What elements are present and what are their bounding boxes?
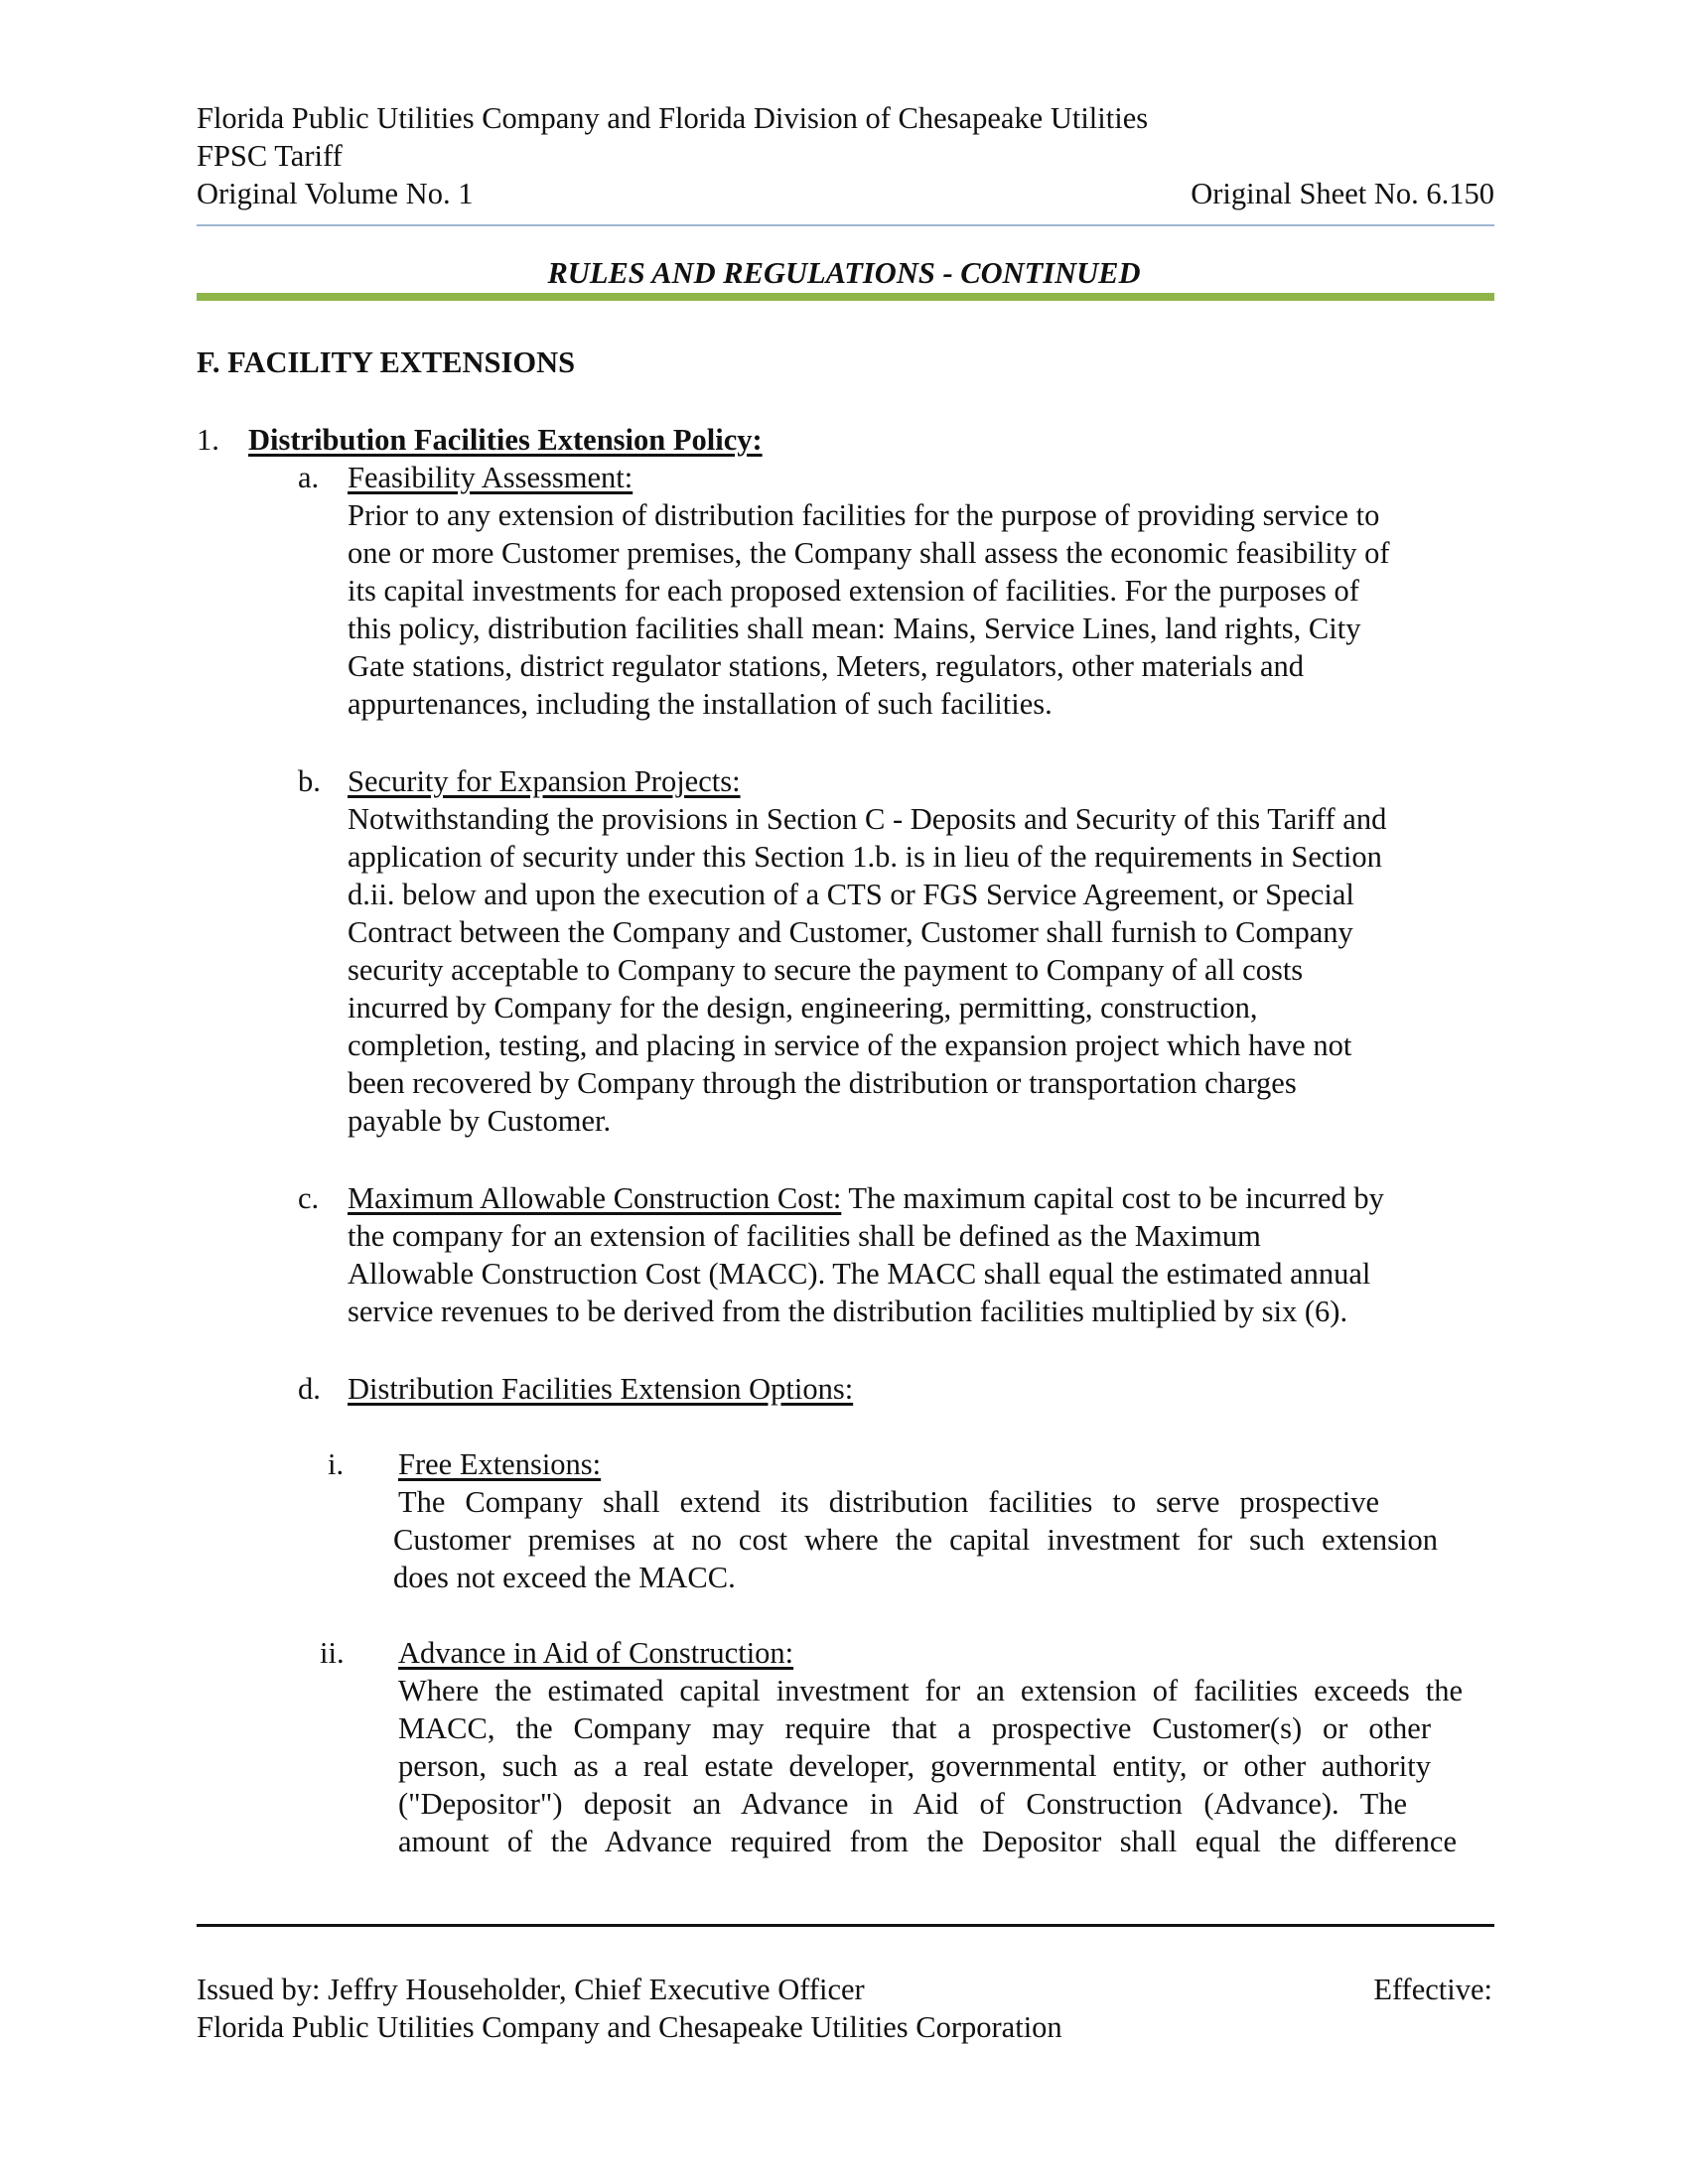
item-a-line: this policy, distribution facilities shall mean: Mains, Service Lines, land rights, City bbox=[348, 612, 1361, 645]
item-d-ii-title: Advance in Aid of Construction: bbox=[398, 1636, 794, 1670]
item-c-line: the company for an extension of facilities shall be defined as the Maximum bbox=[348, 1219, 1261, 1253]
item-b-line: incurred by Company for the design, engineering, permitting, construction, bbox=[348, 991, 1258, 1024]
item-1-title: Distribution Facilities Extension Policy: bbox=[248, 423, 763, 457]
item-d-ii-line: amount of the Advance required from the Depositor shall equal the difference bbox=[398, 1825, 1457, 1858]
section-heading: F. FACILITY EXTENSIONS bbox=[197, 345, 576, 379]
item-d-ii-line: person, such as a real estate developer, governmental entity, or other authority bbox=[398, 1749, 1431, 1783]
item-c-first-rest: The maximum capital cost to be incurred by bbox=[841, 1181, 1384, 1215]
item-b-line: completion, testing, and placing in service of the expansion project which have not bbox=[348, 1028, 1352, 1062]
item-a-line: one or more Customer premises, the Company shall assess the economic feasibility of bbox=[348, 536, 1390, 570]
item-d-i-line: does not exceed the MACC. bbox=[393, 1561, 736, 1594]
section-divider bbox=[197, 293, 1494, 301]
item-c-marker: c. bbox=[298, 1181, 320, 1215]
item-d-ii-line: MACC, the Company may require that a prospective Customer(s) or other bbox=[398, 1711, 1431, 1745]
item-b-line: payable by Customer. bbox=[348, 1104, 612, 1138]
item-d-ii-marker: ii. bbox=[320, 1636, 345, 1670]
item-c-first-line bbox=[348, 1179, 1384, 1217]
header-tariff: FPSC Tariff bbox=[197, 139, 343, 173]
item-c-title: Maximum Allowable Construction Cost: bbox=[348, 1181, 842, 1215]
item-b-line: application of security under this Section 1.b. is in lieu of the requirements in Section bbox=[348, 840, 1382, 874]
footer-divider bbox=[197, 1924, 1494, 1927]
item-d-i-line: The Company shall extend its distribution facilities to serve prospective bbox=[398, 1485, 1379, 1519]
item-d-marker: d. bbox=[298, 1372, 321, 1406]
section-title: RULES AND REGULATIONS - CONTINUED bbox=[547, 256, 1141, 290]
item-b-line: d.ii. below and upon the execution of a CTS or FGS Service Agreement, or Special bbox=[348, 878, 1354, 911]
item-c-line: service revenues to be derived from the distribution facilities multiplied by six (6). bbox=[348, 1295, 1348, 1328]
item-a-line: its capital investments for each proposed extension of facilities. For the purposes of bbox=[348, 574, 1359, 608]
header-sheet-number: Original Sheet No. 6.150 bbox=[1191, 177, 1494, 210]
item-d-ii-line: ("Depositor") deposit an Advance in Aid of Construction (Advance). The bbox=[398, 1787, 1407, 1821]
item-d-title: Distribution Facilities Extension Options: bbox=[348, 1372, 854, 1406]
item-b-line: Contract between the Company and Customer, Customer shall furnish to Company bbox=[348, 915, 1353, 949]
item-d-i-line: Customer premises at no cost where the capital investment for such extension bbox=[393, 1523, 1438, 1557]
item-a-title: Feasibility Assessment: bbox=[348, 461, 633, 494]
header-volume: Original Volume No. 1 bbox=[197, 177, 474, 210]
item-b-title: Security for Expansion Projects: bbox=[348, 764, 741, 798]
header-divider bbox=[197, 224, 1494, 226]
item-d-ii-line: Where the estimated capital investment for an extension of facilities exceeds the bbox=[398, 1674, 1463, 1707]
footer-issued-by: Issued by: Jeffry Householder, Chief Executive Officer bbox=[197, 1973, 865, 2006]
item-b-marker: b. bbox=[298, 764, 321, 798]
item-1-number: 1. bbox=[197, 423, 219, 457]
footer-effective: Effective: bbox=[1373, 1973, 1492, 2006]
item-b-line: been recovered by Company through the distribution or transportation charges bbox=[348, 1066, 1297, 1100]
item-a-marker: a. bbox=[298, 461, 320, 494]
item-a-line: appurtenances, including the installation of such facilities. bbox=[348, 687, 1053, 721]
item-c-line: Allowable Construction Cost (MACC). The MACC shall equal the estimated annual bbox=[348, 1257, 1371, 1291]
item-a-line: Gate stations, district regulator stations, Meters, regulators, other materials and bbox=[348, 649, 1305, 683]
item-a-line: Prior to any extension of distribution facilities for the purpose of providing service to bbox=[348, 498, 1380, 532]
header-company: Florida Public Utilities Company and Florida Division of Chesapeake Utilities bbox=[197, 101, 1149, 135]
item-b-line: security acceptable to Company to secure the payment to Company of all costs bbox=[348, 953, 1304, 987]
footer-company: Florida Public Utilities Company and Chesapeake Utilities Corporation bbox=[197, 2010, 1062, 2044]
item-d-i-marker: i. bbox=[328, 1447, 345, 1481]
item-d-i-title: Free Extensions: bbox=[398, 1447, 602, 1481]
item-b-line: Notwithstanding the provisions in Section C - Deposits and Security of this Tariff and bbox=[348, 802, 1387, 836]
